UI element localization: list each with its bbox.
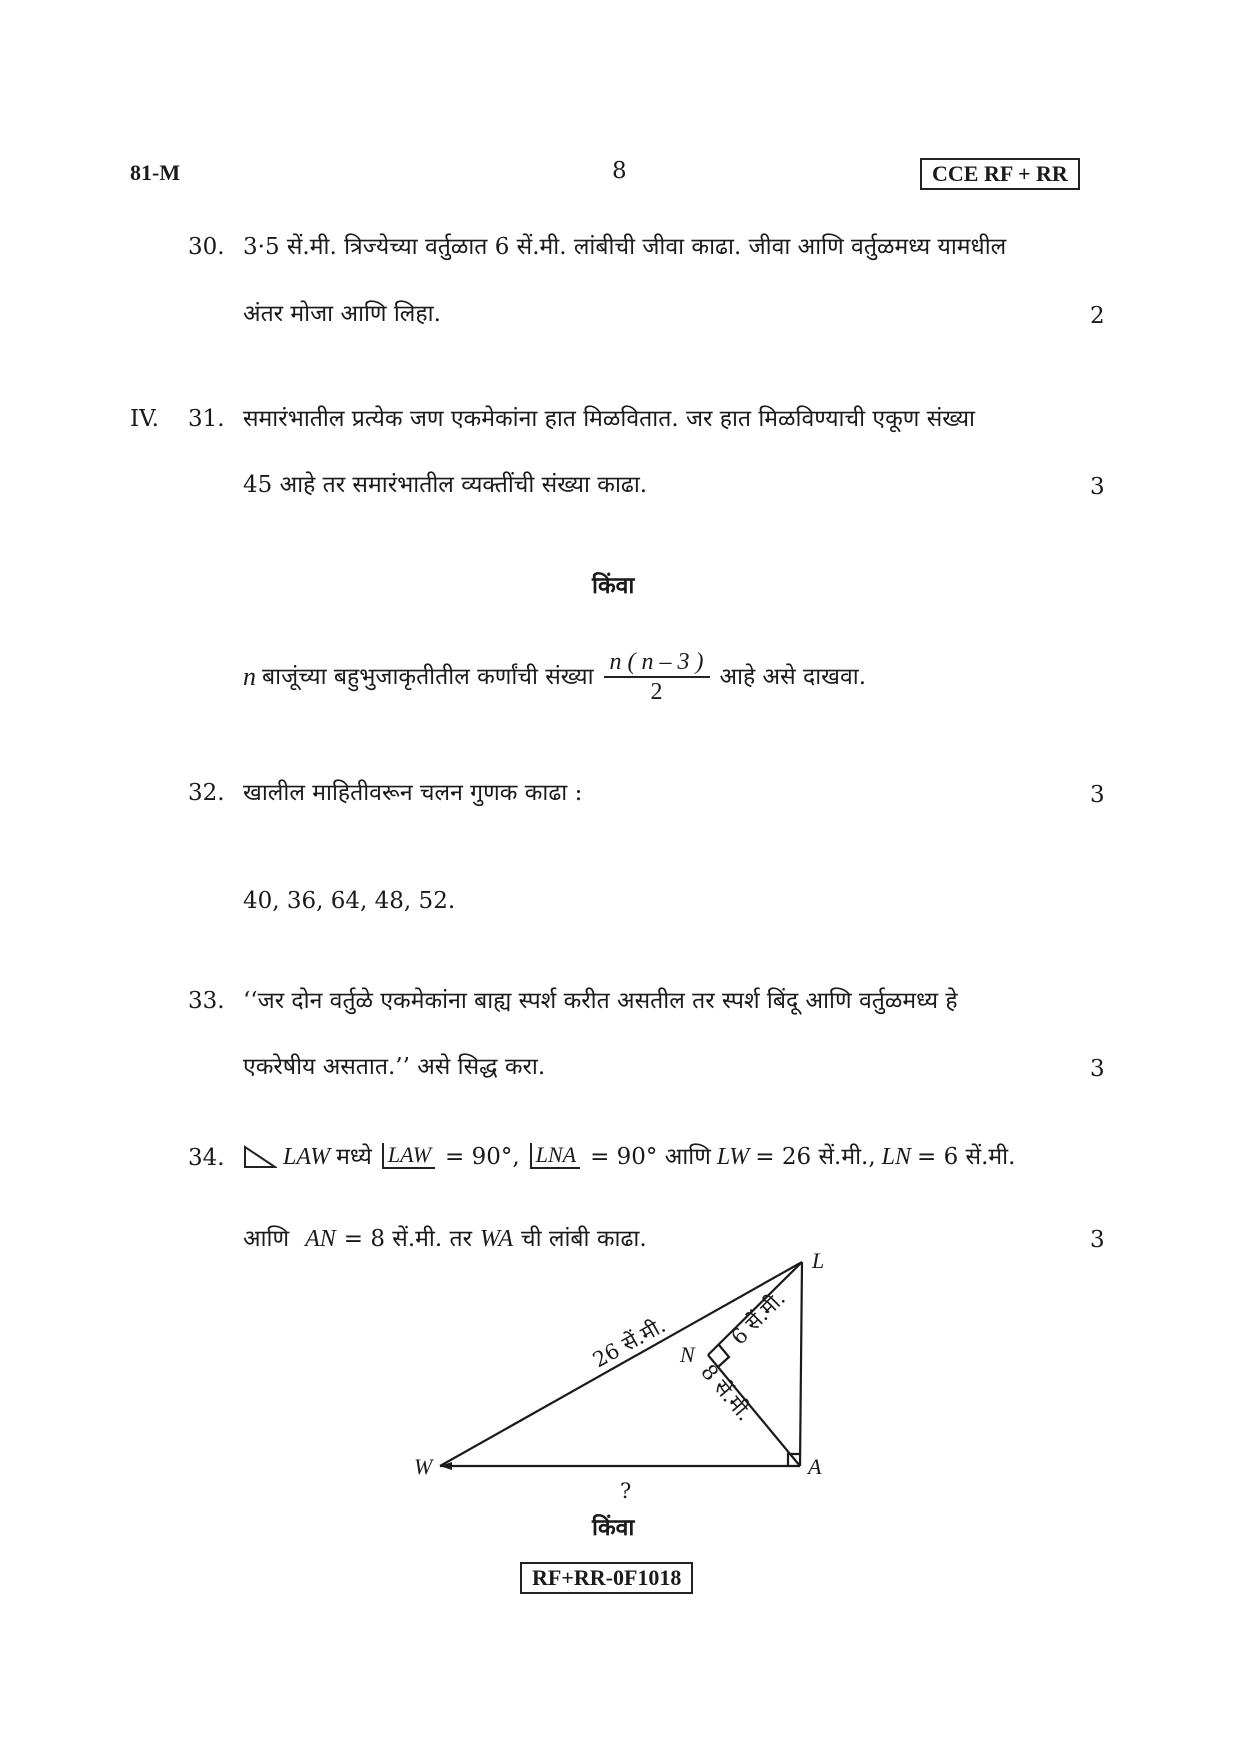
question-marks: 3 bbox=[1090, 1056, 1105, 1082]
question-text: = 8 सें.मी. तर bbox=[343, 1226, 473, 1252]
question-marks: 2 bbox=[1090, 303, 1105, 329]
label-wa-unknown: ? bbox=[620, 1479, 632, 1503]
question-number: 32. bbox=[188, 780, 225, 806]
question-text: ची लांबी काढा. bbox=[521, 1226, 647, 1252]
question-text: = 90°, bbox=[445, 1144, 520, 1171]
question-text: एकरेषीय असतात.’’ असे सिद्ध करा. bbox=[243, 1054, 546, 1080]
question-text: आहे असे दाखवा. bbox=[719, 663, 867, 690]
exam-code-box: CCE RF + RR bbox=[920, 158, 1080, 190]
label-a: A bbox=[808, 1454, 822, 1479]
right-angle-mark-n bbox=[718, 1345, 729, 1367]
label-n: N bbox=[680, 1342, 695, 1367]
question-text: बाजूंच्या बहुभुजाकृतीतील कर्णांची संख्या bbox=[262, 663, 594, 690]
variable-ln: LN bbox=[881, 1144, 912, 1171]
label-l: L bbox=[812, 1248, 825, 1273]
variable-an: AN bbox=[305, 1226, 336, 1252]
question-text: = 90° आणि bbox=[590, 1144, 711, 1171]
paper-code: 81-M bbox=[130, 160, 181, 185]
fraction-numerator: n ( n – 3 ) bbox=[604, 650, 710, 678]
label-ln-length: 6 सें.मी. bbox=[726, 1286, 790, 1350]
question-text: आणि bbox=[243, 1226, 290, 1252]
question-number: 34. bbox=[188, 1145, 225, 1171]
label-w: W bbox=[414, 1454, 433, 1479]
question-text: 3·5 सें.मी. त्रिज्येच्या वर्तुळात 6 सें.मी. लांबीची जीवा काढा. जीवा आणि वर्तुळमध्य यामधील bbox=[243, 234, 1007, 260]
footer-code-box: RF+RR-0F1018 bbox=[520, 1562, 693, 1594]
question-text: अंतर मोजा आणि लिहा. bbox=[243, 301, 441, 327]
side-wl bbox=[440, 1262, 802, 1466]
question-marks: 3 bbox=[1090, 782, 1105, 808]
variable-lw: LW bbox=[716, 1144, 750, 1171]
or-divider: किंवा bbox=[592, 1514, 635, 1541]
section-label: IV. bbox=[130, 406, 159, 432]
data-values: 40, 36, 64, 48, 52. bbox=[243, 888, 456, 914]
angle-symbol: LAW bbox=[382, 1143, 435, 1169]
question-text: 45 आहे तर समारंभातील व्यक्तींची संख्या काढा. bbox=[243, 472, 648, 498]
variable-wa: WA bbox=[480, 1226, 513, 1252]
page-number: 8 bbox=[612, 158, 627, 184]
fraction-denominator: 2 bbox=[650, 679, 663, 705]
question-marks: 3 bbox=[1090, 474, 1105, 500]
label-na-length: 8 सें.मी. bbox=[696, 1359, 757, 1426]
question-text: = 26 सें.मी., bbox=[755, 1144, 876, 1171]
question-text: = 6 सें.मी. bbox=[917, 1144, 1016, 1171]
question-text: ‘‘जर दोन वर्तुळे एकमेकांना बाह्य स्पर्श करीत असतील तर स्पर्श बिंदू आणि वर्तुळमध्य हे bbox=[243, 988, 958, 1014]
label-lw-length: 26 सें.मी. bbox=[588, 1313, 670, 1373]
question-text: खालील माहितीवरून चलन गुणक काढा : bbox=[243, 780, 583, 806]
question-text: मध्ये bbox=[336, 1144, 372, 1171]
question-number: 30. bbox=[188, 234, 225, 260]
angle-symbol: LNA bbox=[530, 1143, 580, 1169]
question-number: 31. bbox=[188, 406, 225, 432]
variable-n: n bbox=[243, 662, 256, 691]
triangle-name: LAW bbox=[283, 1144, 331, 1171]
or-divider: किंवा bbox=[592, 572, 635, 599]
question-text: समारंभातील प्रत्येक जण एकमेकांना हात मिळवितात. जर हात मिळविण्याची एकूण संख्या bbox=[243, 406, 975, 432]
question-number: 33. bbox=[188, 988, 225, 1014]
side-al bbox=[800, 1262, 802, 1466]
question-marks: 3 bbox=[1090, 1227, 1105, 1253]
